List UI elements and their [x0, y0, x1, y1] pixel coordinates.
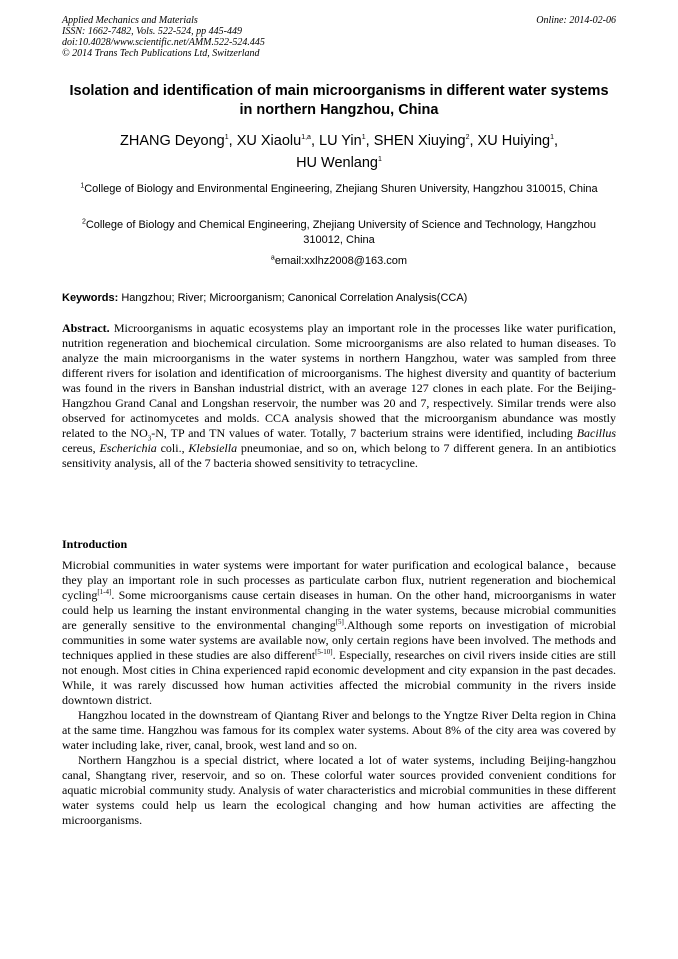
keywords [62, 291, 616, 305]
author-affil-mark: 1 [550, 134, 554, 142]
author-name: XU Huiying [477, 133, 551, 149]
author-name: ZHANG Deyong [119, 133, 225, 149]
author-name: SHEN Xiuying [373, 133, 466, 149]
online-date: Online: 2014-02-06 [536, 15, 616, 26]
introduction-body [62, 558, 616, 828]
author-name: HU Wenlang [296, 155, 379, 171]
abstract-text: Microorganisms in aquatic ecosystems play an important role in the processes like water purification, nutrition regeneration and biochemical circulation. Some microorganisms are also related to human diseases. To analyze the main microorganisms in the water systems in northern Hangzhou, water was sampled from three different rivers for isolation and identification of microorganisms. The highest diversity and quantity of bacterium was found in the rivers in Banshan industrial district, with an average 127 clones in each plate. For the Beijing-Hangzhou Grand Canal and Longshan reservoir, the number was 20 and 7, respectively. Similar trends were also observed for actinomycetes and molds. CCA analysis showed that the microorganism abundance was mostly related to the NO [62, 321, 616, 440]
abstract-text: coli., [156, 441, 189, 455]
author-affil-mark: 2 [465, 134, 470, 142]
affiliation-1 [62, 182, 616, 197]
abstract-text: cereus, [62, 441, 100, 455]
paragraph: Northern Hangzhou is a special district, where located a lot of water systems, including Beijing-hangzhou canal, Shangtang river, reservoir, and so on. These colorful water sources provided convenient conditions for aquatic microbial community study. Analysis of water characteristics and microbial communities in these different water systems could help us learn the ecological changing and how human activities are affecting the microorganisms. [62, 753, 616, 827]
copyright-line: © 2014 Trans Tech Publications Ltd, Switzerland [62, 48, 260, 59]
corresponding-email [62, 254, 616, 268]
affiliation-text: College of Biology and Environmental Engineering, Zhejiang Shuren University, Hangzhou 310015, China [84, 183, 598, 195]
email-mark: a [270, 254, 275, 262]
citation: [5-10] [315, 648, 333, 656]
paper-title: Isolation and identification of main microorganisms in different water systems in northern Hangzhou, China [69, 83, 609, 118]
author-affil-mark: 1 [361, 134, 366, 142]
paragraph-text: Microbial communities in water systems were important for water purification and ecological balance，because they play an important role in such processes as particulate carbon flux, nutrient regeneration and biochemical cycling [62, 558, 616, 602]
citation: [1-4] [97, 588, 112, 596]
paragraph [62, 558, 616, 708]
issn-line: ISSN: 1662-7482, Vols. 522-524, pp 445-449 [62, 26, 242, 37]
author-name: XU Xiaolu [236, 133, 302, 149]
doi-line: doi:10.4028/www.scientific.net/AMM.522-524.445 [62, 37, 265, 48]
abstract-label: Abstract. [62, 321, 110, 335]
keywords-label: Keywords: [62, 292, 119, 304]
citation: [5] [335, 618, 344, 626]
paragraph: Hangzhou located in the downstream of Qiantang River and belongs to the Yngtze River Delta region in China at the same time. Hangzhou was famous for its complex water systems. About 8% of the city area was covered by water including lake, river, canal, brook, west land and so on. [62, 708, 616, 752]
author-affil-mark: 1,a [301, 134, 311, 142]
paragraph-text: .Although some reports on investigation of microbial communities in some water systems are available now, only certain regions have been involved. The methods and techniques applied in these studies are also different [62, 618, 616, 662]
paragraph-text: . Especially, researches on civil rivers inside cities are still not enough. Most cities in China experienced rapid economic development and city expansion in the past decades. While, it was rarely discussed how human activities affected the microbial community in the rivers inside downtown district. [62, 648, 616, 707]
genus-name: Klebsiella [188, 441, 238, 455]
author-affil-mark: 1 [378, 156, 382, 164]
affiliation-text: College of Biology and Chemical Engineering, Zhejiang University of Science and Technology, Hangzhou 310012, China [85, 219, 597, 246]
author-name: LU Yin [319, 133, 362, 149]
section-heading-introduction: Introduction [62, 537, 128, 551]
paragraph-text: . Some microorganisms cause certain diseases in human. On the other hand, microorganisms in water could help us learning the instant environmental changing in the water systems, because microbial communities are generally sensitive to the environmental changing [62, 588, 616, 632]
abstract-text: -N, TP and TN values of water. Totally, 7 bacterium strains were identified, including [151, 426, 577, 440]
abstract [62, 321, 616, 471]
abstract-text: pneumoniae, and so on, which belong to 7 different genera. In an antibiotics sensitivity analysis, all of the 7 bacteria showed sensitivity to tetracycline. [62, 441, 616, 470]
keywords-text: Hangzhou; River; Microorganism; Canonical Correlation Analysis(CCA) [121, 292, 468, 304]
journal-name: Applied Mechanics and Materials [62, 15, 198, 26]
author-list: ZHANG Deyong$^1$, XU Xiaolu$^{1,a}$, LU Yin$^1$, SHEN Xiuying$^2$, XU Huiying$^1$, HU Wenlang$^1$ [119, 133, 559, 171]
affiliation-mark: 1 [80, 182, 85, 190]
journal-header [62, 15, 265, 59]
affiliation-2 [62, 218, 616, 247]
subscript: 3 [147, 434, 152, 443]
author-affil-mark: 1 [224, 134, 229, 142]
email-text: email:xxlhz2008@163.com [274, 255, 408, 267]
affiliation-mark: 2 [81, 218, 86, 226]
genus-name: Bacillus [576, 426, 617, 440]
genus-name: Escherichia [99, 441, 157, 455]
